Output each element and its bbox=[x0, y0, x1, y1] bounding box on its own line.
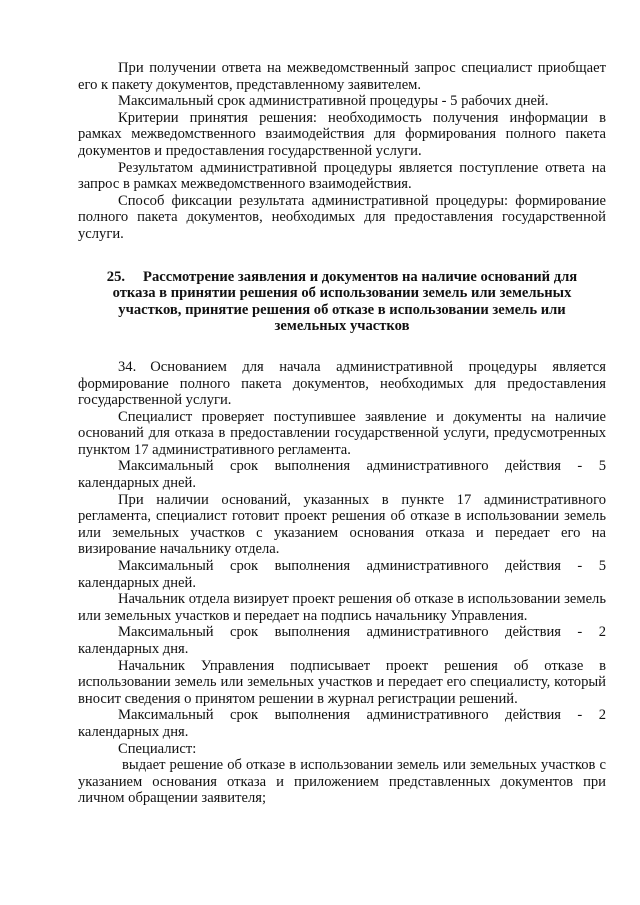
document-page bbox=[78, 60, 606, 807]
paragraph: Максимальный срок административной процедуры - 5 рабочих дней. bbox=[118, 93, 549, 110]
paragraph: Максимальный срок выполнения административного действия - 2 календарных дня. bbox=[78, 707, 606, 740]
paragraph: При получении ответа на межведомственный запрос специалист приобщает его к пакету документов, представленному заявителем. bbox=[78, 60, 606, 93]
paragraph: Специалист проверяет поступившее заявление и документы на наличие оснований для отказа в предоставлении государственной услуги, предусмотренных пунктом 17 административного регламента. bbox=[78, 408, 606, 458]
paragraph: Начальник Управления подписывает проект решения об отказе в использовании земель или земельных участков и передает его специалисту, который вносит сведения о принятом решении в журнал регистрации решений. bbox=[78, 657, 606, 707]
paragraph: Критерии принятия решения: необходимость получения информации в рамках межведомственного взаимодействия для формирования полного пакета документов и предоставления государственной услуги. bbox=[78, 109, 606, 159]
section-heading bbox=[78, 269, 606, 335]
paragraph: При наличии оснований, указанных в пункте 17 административного регламента, специалист готовит проект решения об отказе в использовании земель или земельных участков с указанием основания отказа и передает его на визирование начальнику отдела. bbox=[78, 491, 606, 558]
numbered-item bbox=[78, 359, 606, 409]
paragraph: Максимальный срок выполнения административного действия - 2 календарных дня. bbox=[78, 624, 606, 657]
paragraph: Максимальный срок выполнения административного действия - 5 календарных дней. bbox=[78, 458, 606, 492]
item-text: Основанием для начала административной процедуры является формирование полного пакета документов, необходимых для предоставления государственной услуги. bbox=[78, 358, 606, 409]
paragraph: выдает решение об отказе в использовании земель или земельных участков с указанием основания отказа и приложением представленных документов при личном обращении заявителя; bbox=[78, 757, 606, 807]
paragraph: Способ фиксации результата административной процедуры: формирование полного пакета документов, необходимых для предоставления государственной услуги. bbox=[78, 192, 606, 242]
paragraph: Начальник отдела визирует проект решения об отказе в использовании земель или земельных участков и передает на подпись начальнику Управления. bbox=[78, 591, 606, 624]
paragraph: Специалист: bbox=[118, 740, 197, 757]
section-number: 25. bbox=[106, 268, 126, 285]
item-number: 34. bbox=[118, 358, 137, 375]
section-title: Рассмотрение заявления и документов на наличие оснований для отказа в принятии решения об использовании земель или земельных участков, принятие решения об отказе в использовании земель или земельных участков bbox=[112, 268, 578, 335]
paragraph: Максимальный срок выполнения административного действия - 5 календарных дней. bbox=[78, 558, 606, 591]
paragraph: Результатом административной процедуры является поступление ответа на запрос в рамках межведомственного взаимодействия. bbox=[78, 159, 606, 193]
